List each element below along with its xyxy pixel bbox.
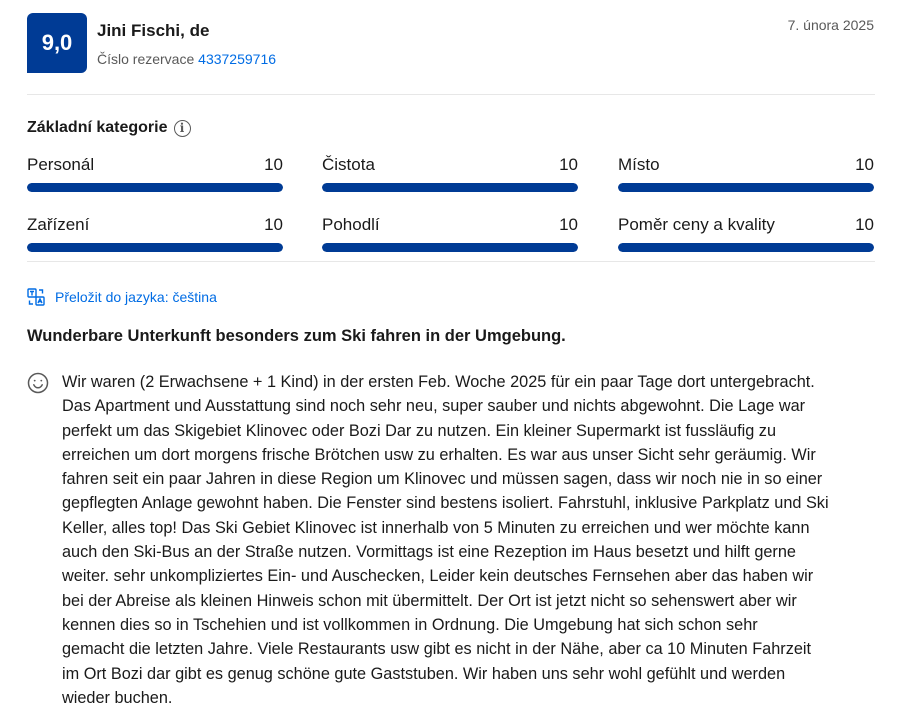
category-score: 10 <box>559 215 578 234</box>
category-label: Poměr ceny a kvality <box>618 215 775 234</box>
category-bar <box>322 183 578 192</box>
categories-title: Základní kategorie <box>27 119 168 136</box>
review-title: Wunderbare Unterkunft besonders zum Ski fahren in der Umgebung. <box>27 327 566 345</box>
category-bar-fill <box>322 183 578 192</box>
category-score: 10 <box>264 215 283 234</box>
category-bar <box>618 183 874 192</box>
categories-heading <box>27 119 191 137</box>
category-bar-fill <box>27 183 283 192</box>
category-label: Personál <box>27 155 95 174</box>
category-label: Místo <box>618 155 660 174</box>
reviewer-name: Jini Fischi, de <box>97 21 210 40</box>
category-bar-fill <box>618 243 874 252</box>
divider <box>27 94 875 95</box>
divider <box>27 261 875 262</box>
translate-link[interactable] <box>27 288 217 306</box>
category-value-for-money <box>618 215 874 252</box>
category-facilities <box>27 215 283 252</box>
category-label: Pohodlí <box>322 215 380 234</box>
category-location <box>618 155 874 192</box>
category-bar <box>618 243 874 252</box>
category-bar <box>322 243 578 252</box>
category-score: 10 <box>855 155 874 174</box>
booking-label: Číslo rezervace <box>97 51 195 67</box>
booking-number: 4337259716 <box>198 51 277 67</box>
category-score: 10 <box>264 155 283 174</box>
category-score: 10 <box>559 155 578 174</box>
info-icon[interactable]: i <box>174 120 191 137</box>
booking-number-line <box>97 51 276 67</box>
score-badge: 9,0 <box>27 13 87 73</box>
category-bar-fill <box>322 243 578 252</box>
category-label: Zařízení <box>27 215 90 234</box>
category-comfort <box>322 215 578 252</box>
translate-label: Přeložit do jazyka: čeština <box>55 289 217 305</box>
category-label: Čistota <box>322 155 375 174</box>
category-bar-fill <box>27 243 283 252</box>
category-bar <box>27 183 283 192</box>
category-cleanliness <box>322 155 578 192</box>
smiley-icon <box>27 372 49 394</box>
category-bar <box>27 243 283 252</box>
category-bar-fill <box>618 183 874 192</box>
review-text: Wir waren (2 Erwachsene + 1 Kind) in der ersten Feb. Woche 2025 für ein paar Tage dort untergebracht. Das Apartment und Ausstattung sind noch sehr neu, super sauber und nichts abgewohnt. Die Lage war perfekt um das Skigebiet Klinovec oder Bozi Dar zu nutzen. Ein kleiner Supermarkt ist fussläufig zu erreichen um dort morgens frische Brötchen usw zu erhalten. Es war aus unser Sicht sehr geräumig. Wir fahren seit ein paar Jahren in diese Region um Klinovec und müssen sagen, dass wir noch nie in so einer gepflegten Anlage gewohnt haben. Die Fenster sind bestens isoliert. Fahrstuhl, inklusive Parkplatz und Ski Keller, alles top! Das Ski Gebiet Klinovec ist innerhalb von 5 Minuten zu erreichen und wer möchte kann auch den Ski-Bus an der Straße nutzen. Vormittags ist eine Rezeption im Haus besetzt und hilft gerne weiter. sehr unkompliziertes Ein- und Auschecken, Leider kein deutsches Fernsehen aber das haben wir bei der Abreise als kleinen Hinweis schon mit übermittelt. Der Ort ist jetzt nicht so sehenswert aber wir kennen dies so in Tschehien und ist vollkommen in Ordnung. Die Umgebung hat sich schon sehr gemacht die letzten Jahre. Viele Restaurants usw gibt es nicht in der Nähe, aber ca 10 Minuten Fahrzeit im Ort Bozi dar gibt es genug schöne gute Gaststuben. Wir haben uns sehr wohl gefühlt und werden wieder buchen. <box>62 373 829 707</box>
translate-icon <box>27 288 45 306</box>
category-score: 10 <box>855 215 874 234</box>
review-date: 7. února 2025 <box>787 17 874 33</box>
category-personal <box>27 155 283 192</box>
